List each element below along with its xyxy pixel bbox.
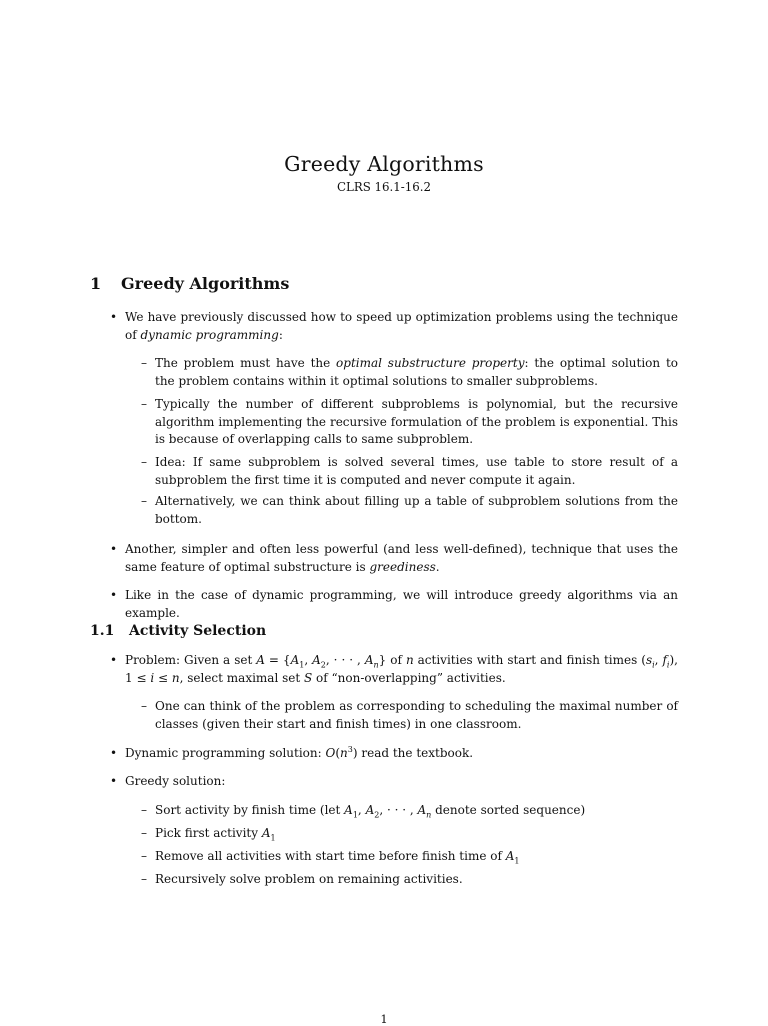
dash-marker: –: [141, 699, 147, 713]
sub-bullet-pick-first: – Pick first activity $A_1$: [141, 826, 276, 843]
section-title: Greedy Algorithms: [121, 274, 290, 293]
dash-marker: –: [141, 872, 147, 886]
section-1-heading: [90, 274, 289, 293]
document-title: Greedy Algorithms: [284, 152, 484, 176]
bullet-greedy-solution: • Greedy solution:: [125, 773, 678, 791]
bullet-problem: • Problem: Given a set $A = \{A_1$, $A_2$, · · · , $A_n$} of n activities with start and finish times ($s_i$, $f_i$), 1 ≤ i ≤ n, select maximal set S of “non-overlapping” activities.: [110, 653, 678, 685]
bullet-marker: •: [110, 746, 118, 760]
bullet-marker: •: [110, 310, 118, 324]
section-number: 1.1: [90, 623, 115, 639]
sub-bullet-optimal-substructure: – The problem must have the optimal substructure property: the optimal solution to the problem contains within it optimal solutions to smaller subproblems.: [141, 356, 678, 388]
dash-marker: –: [141, 494, 147, 508]
page-number: 1: [380, 1012, 388, 1026]
bullet-greediness: • Another, simpler and often less powerful (and less well-defined), technique that uses the same feature of optimal substructure is greediness.: [110, 542, 678, 574]
dash-marker: –: [141, 397, 147, 411]
sub-bullet-alternatively: – Alternatively, we can think about filling up a table of subproblem solutions from the bottom.: [141, 494, 678, 526]
sub-bullet-idea: – Idea: If same subproblem is solved several times, use table to store result of a subproblem the first time it is computed and never compute it again.: [141, 455, 678, 487]
sub-bullet-sort: – Sort activity by finish time (let $A_1$, $A_2$, · · · , $A_n$ denote sorted sequence): [141, 803, 586, 820]
bullet-example: • Like in the case of dynamic programming, we will introduce greedy algorithms via an example.: [110, 588, 678, 620]
bullet-dynamic-programming: • We have previously discussed how to speed up optimization problems using the technique of dynamic programming:: [110, 310, 678, 342]
sub-bullet-polynomial: – Typically the number of different subproblems is polynomial, but the recursive algorithm implementing the recursive formulation of the problem is exponential. This is because of overlapping calls to same subproblem.: [141, 397, 678, 446]
sub-bullet-scheduling: – One can think of the problem as corresponding to scheduling the maximal number of classes (given their start and finish times) in one classroom.: [141, 699, 678, 731]
bullet-marker: •: [110, 542, 118, 556]
bullet-marker: •: [110, 774, 118, 788]
dash-marker: –: [141, 455, 147, 469]
section-1-1-heading: [90, 623, 266, 639]
bullet-marker: •: [110, 653, 118, 667]
bullet-dp-solution: • Dynamic programming solution: $O(n^3)$ read the textbook.: [125, 745, 678, 763]
bullet-marker: •: [110, 588, 118, 602]
section-title: Activity Selection: [129, 623, 267, 639]
sub-bullet-remove: – Remove all activities with start time before finish time of $A_1$: [141, 849, 520, 866]
sub-bullet-recursively: – Recursively solve problem on remaining activities.: [155, 871, 678, 889]
dash-marker: –: [141, 803, 147, 817]
dash-marker: –: [141, 849, 147, 863]
section-number: 1: [90, 274, 102, 293]
dash-marker: –: [141, 356, 147, 370]
document-subtitle: CLRS 16.1-16.2: [336, 180, 432, 194]
dash-marker: –: [141, 826, 147, 840]
